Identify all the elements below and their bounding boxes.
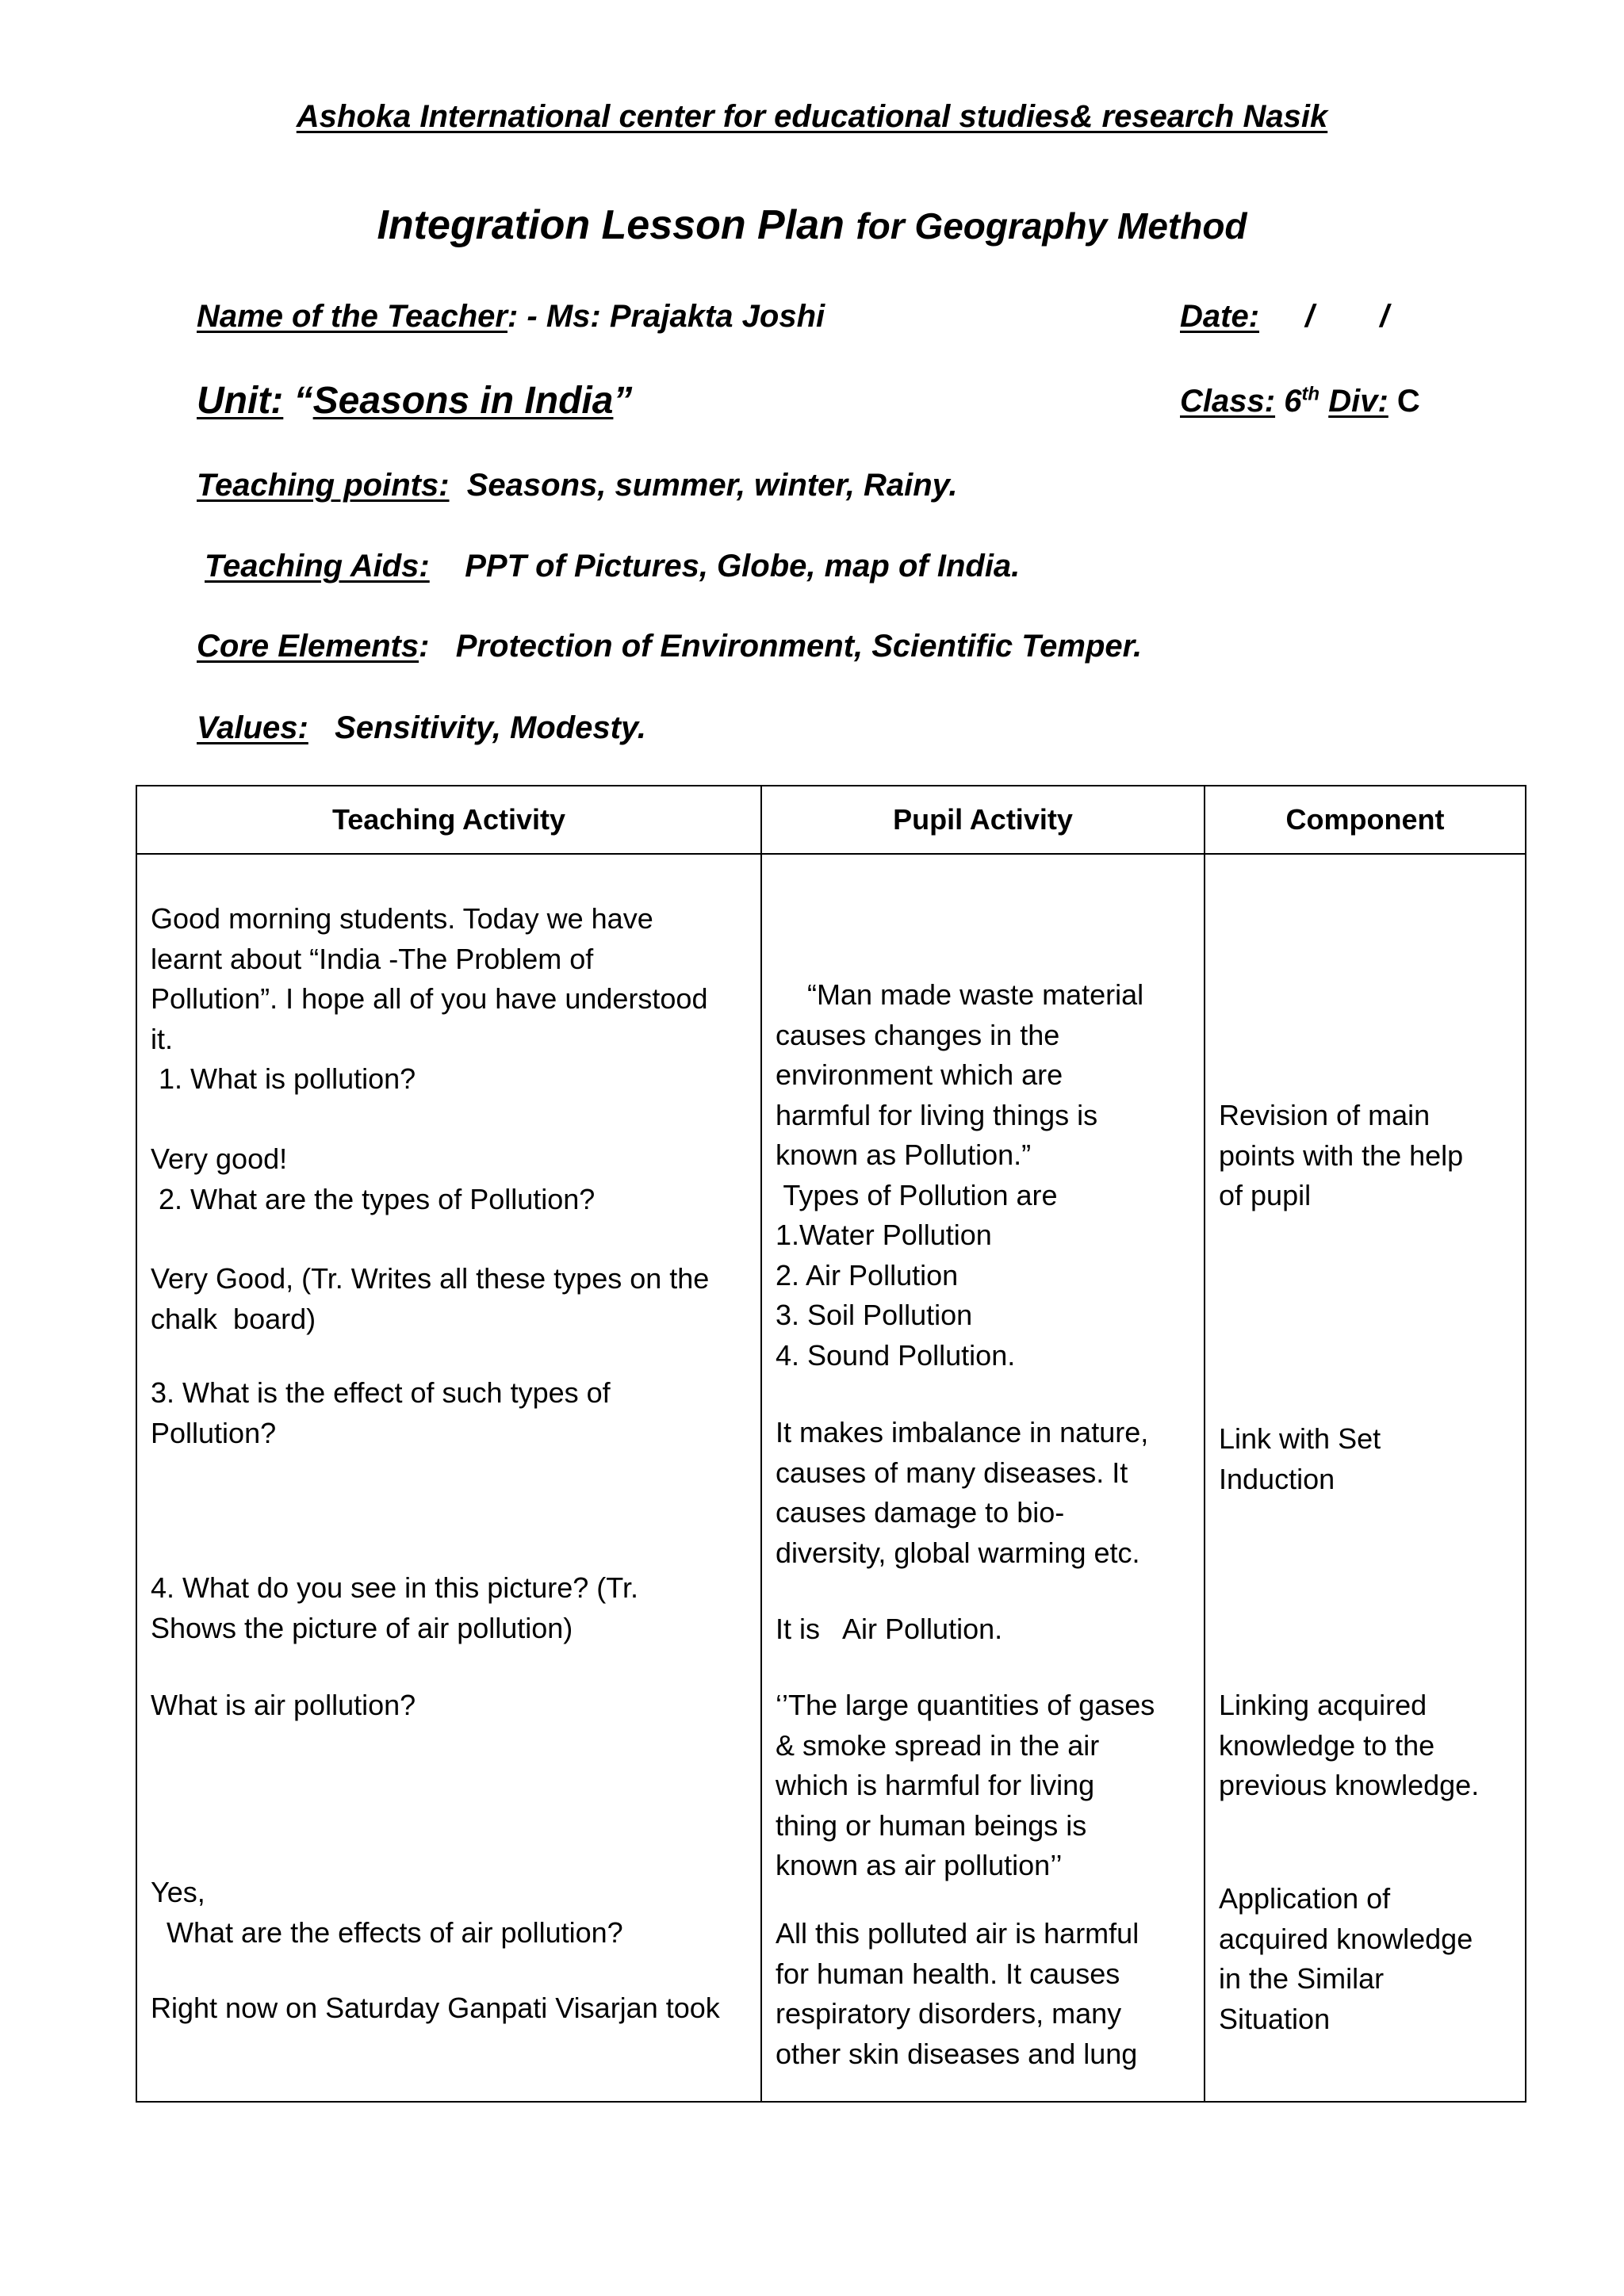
teaching-aids-value: PPT of Pictures, Globe, map of India. (465, 549, 1021, 584)
teaching-line: Very good! (151, 1142, 288, 1175)
teaching-q7 (151, 1988, 720, 2029)
class-value: 6 (1284, 384, 1302, 419)
pupil-line: causes of many diseases. It (776, 1456, 1128, 1489)
teacher-line (197, 299, 825, 335)
teacher-label: Name of the Teacher (197, 299, 508, 334)
unit-close-quote: ” (613, 380, 633, 422)
pupil-line: known as Pollution.” (776, 1138, 1032, 1171)
teaching-line: 4. What do you see in this picture? (Tr. (151, 1571, 638, 1604)
core-elements-label: Core Elements (197, 629, 419, 664)
component-line: Linking acquired (1219, 1689, 1427, 1721)
core-elements-line (197, 629, 1142, 664)
core-elements-separator: : (419, 629, 430, 664)
component-1 (1219, 1096, 1463, 1216)
unit-line (197, 379, 632, 423)
date-line (1180, 299, 1417, 335)
teaching-points-value: Seasons, summer, winter, Rainy. (466, 468, 958, 503)
teaching-line: 1. What is pollution? (151, 1062, 416, 1095)
class-label: Class: (1180, 384, 1276, 419)
pupil-line: thing or human beings is (776, 1808, 1087, 1842)
teaching-q3 (151, 1373, 611, 1453)
teaching-line: it. (151, 1022, 174, 1055)
component-line: points with the help (1219, 1138, 1464, 1172)
lesson-title-main: Integration Lesson Plan (377, 202, 845, 248)
component-line: of pupil (1219, 1179, 1312, 1211)
pupil-line: harmful for living things is (776, 1098, 1098, 1131)
values-value: Sensitivity, Modesty. (335, 710, 646, 745)
date-label: Date: (1180, 299, 1260, 334)
pupil-line: known as air pollution’’ (776, 1849, 1063, 1881)
header-teaching-activity: Teaching Activity (136, 786, 761, 854)
lesson-title-sub: for Geography Method (856, 205, 1247, 247)
teaching-activity-cell (136, 854, 761, 2102)
header-pupil-activity: Pupil Activity (761, 786, 1205, 854)
class-suffix: th (1301, 383, 1320, 405)
teaching-board-note (151, 1259, 709, 1339)
div-label: Div: (1328, 384, 1388, 419)
unit-value: Seasons in India (312, 380, 614, 422)
core-elements-value: Protection of Environment, Scientific Temper. (455, 629, 1143, 664)
component-line: Link with Set (1219, 1422, 1381, 1455)
pupil-line: It is Air Pollution. (776, 1613, 1003, 1645)
pupil-line: “Man made waste material (776, 978, 1144, 1011)
date-value: / / (1305, 299, 1418, 334)
teaching-points-label: Teaching points: (197, 468, 450, 503)
teaching-line: 2. What are the types of Pollution? (151, 1182, 596, 1215)
teaching-line: chalk board) (151, 1302, 316, 1335)
pupil-answer-4 (776, 1686, 1155, 1886)
pupil-line: ‘’The large quantities of gases (776, 1689, 1155, 1721)
table-header-row (136, 786, 1526, 854)
teaching-line: What are the effects of air pollution? (151, 1915, 623, 1949)
pupil-answer-2 (776, 1413, 1148, 1573)
pupil-line: causes changes in the (776, 1018, 1060, 1051)
pupil-line: environment which are (776, 1058, 1063, 1091)
institute-name: Ashoka International center for educational studies& research Nasik (296, 99, 1328, 134)
pupil-line: which is harmful for living (776, 1769, 1095, 1801)
lesson-title (0, 201, 1624, 249)
pupil-activity-cell (761, 854, 1205, 2102)
teaching-line: Good morning students. Today we have (151, 902, 653, 935)
component-line: Situation (1219, 2002, 1331, 2035)
teacher-value: Ms: Prajakta Joshi (546, 299, 825, 334)
teaching-line: Right now on Saturday Ganpati Visarjan took (151, 1992, 720, 2024)
component-line: previous knowledge. (1219, 1769, 1480, 1801)
teaching-line: Pollution? (151, 1416, 277, 1449)
component-line: Application of (1219, 1882, 1391, 1915)
table-row (136, 854, 1526, 2102)
teaching-q6 (151, 1873, 623, 1953)
teaching-aids-line (205, 549, 1020, 584)
teaching-points-line (197, 468, 958, 503)
unit-label: Unit: (197, 380, 284, 422)
teaching-intro (151, 899, 707, 1100)
teaching-q4 (151, 1568, 638, 1648)
pupil-line: 3. Soil Pollution (776, 1299, 973, 1331)
component-2 (1219, 1419, 1381, 1499)
teaching-q2 (151, 1139, 595, 1219)
pupil-answer-5 (776, 1914, 1139, 2074)
component-3 (1219, 1686, 1479, 1806)
values-line (197, 710, 646, 746)
pupil-line: It makes imbalance in nature, (776, 1416, 1149, 1448)
component-4 (1219, 1879, 1473, 2039)
component-line: knowledge to the (1219, 1728, 1435, 1762)
unit-open-quote: “ (283, 380, 313, 422)
component-line: Induction (1219, 1462, 1335, 1495)
pupil-line: for human health. It causes (776, 1957, 1120, 1990)
component-cell (1205, 854, 1526, 2102)
pupil-answer-1 (776, 975, 1143, 1376)
pupil-line: Types of Pollution are (776, 1178, 1058, 1211)
pupil-line: causes damage to bio- (776, 1496, 1065, 1529)
pupil-line: diversity, global warming etc. (776, 1536, 1140, 1569)
teacher-separator: : - (507, 299, 546, 334)
class-line (1180, 384, 1420, 419)
values-label: Values: (197, 710, 308, 745)
teaching-line: Shows the picture of air pollution) (151, 1611, 573, 1644)
teaching-line: 3. What is the effect of such types of (151, 1376, 611, 1409)
teaching-line: learnt about “India -The Problem of (151, 942, 594, 975)
pupil-line: 4. Sound Pollution. (776, 1338, 1016, 1372)
teaching-line: What is air pollution? (151, 1689, 416, 1721)
pupil-line: respiratory disorders, many (776, 1997, 1122, 2030)
teaching-line: Very Good, (Tr. Writes all these types on the (151, 1262, 710, 1295)
teaching-q5 (151, 1686, 416, 1726)
pupil-answer-3 (776, 1609, 1002, 1650)
pupil-line: All this polluted air is harmful (776, 1917, 1139, 1950)
pupil-line: other skin diseases and lung (776, 2037, 1138, 2070)
teaching-line: Yes, (151, 1876, 205, 1908)
lesson-plan-table (136, 785, 1526, 2103)
component-line: Revision of main (1219, 1099, 1431, 1131)
div-value: C (1396, 384, 1420, 419)
component-line: acquired knowledge (1219, 1922, 1473, 1955)
pupil-line: 2. Air Pollution (776, 1258, 959, 1292)
component-line: in the Similar (1219, 1962, 1385, 1995)
pupil-line: 1.Water Pollution (776, 1219, 992, 1251)
teaching-aids-label: Teaching Aids: (205, 549, 430, 584)
teaching-line: Pollution”. I hope all of you have understood (151, 982, 708, 1015)
header-component: Component (1205, 786, 1526, 854)
pupil-line: & smoke spread in the air (776, 1728, 1100, 1762)
